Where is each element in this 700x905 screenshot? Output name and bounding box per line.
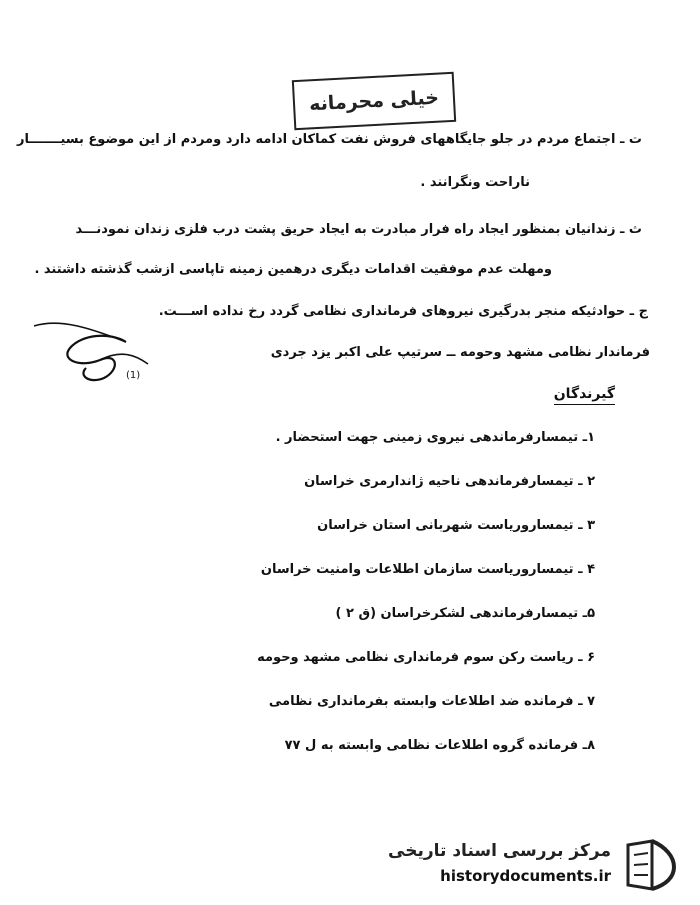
stamp-text: خیلی محرمانه (308, 86, 440, 116)
recipient-item: ۱ـ تیمسارفرماندهی نیروی زمینی جهت استحضار . (275, 430, 595, 445)
handwritten-signature (30, 312, 160, 387)
body-line-4: ومهلت عدم موفقیت اقدامات دیگری درهمین زمینه تاپاسی ازشب گذشته داشتند . (34, 262, 552, 277)
archive-url: historydocuments.ir (440, 867, 611, 885)
recipient-item: ۷ ـ فرمانده ضد اطلاعات وابسته بفرمانداری نظامی (268, 694, 595, 709)
recipients-heading: گیرندگان (554, 386, 615, 405)
body-line-1: ت ـ اجتماع مردم در جلو جایگاههای فروش نفت کماکان ادامه دارد ومردم از این موضوع بسیـــــــار (17, 132, 642, 147)
recipient-item: ۶ ـ ریاست رکن سوم فرمانداری نظامی مشهد وحومه (257, 650, 595, 665)
archive-logo-icon (622, 837, 680, 893)
signer-line: فرماندار نظامی مشهد وحومه ــ سرتیپ علی اکبر یزد جردی (270, 345, 650, 360)
signature-mark: (1) (126, 370, 141, 381)
recipients-list (215, 428, 595, 780)
recipient-item: ۵ـ تیمسارفرماندهی لشکرخراسان (ق ۲ ) (335, 606, 595, 621)
recipient-item: ۸ـ فرمانده گروه اطلاعات نظامی وابسته به ل ۷۷ (284, 738, 595, 753)
archive-watermark (388, 835, 686, 895)
classification-stamp (292, 72, 456, 130)
body-line-2: ناراحت ونگرانند . (420, 175, 530, 190)
body-line-5: ج ـ حوادثیکه منجر بدرگیری نیروهای فرمانداری نظامی گردد رخ نداده اســـت. (158, 304, 648, 319)
recipient-item: ۳ ـ تیمساروریاست شهربانی استان خراسان (317, 518, 595, 533)
recipient-item: ۴ ـ تیمساروریاست سازمان اطلاعات وامنیت خراسان (260, 562, 595, 577)
body-line-3: ث ـ زندانیان بمنظور ایجاد راه فرار مبادرت به ایجاد حریق پشت درب فلزی زندان نمودنـــد (75, 222, 642, 237)
recipient-item: ۲ ـ تیمسارفرماندهی ناحیه ژاندارمری خراسان (304, 474, 595, 489)
archive-name: مرکز بررسی اسناد تاریخی (388, 841, 611, 861)
